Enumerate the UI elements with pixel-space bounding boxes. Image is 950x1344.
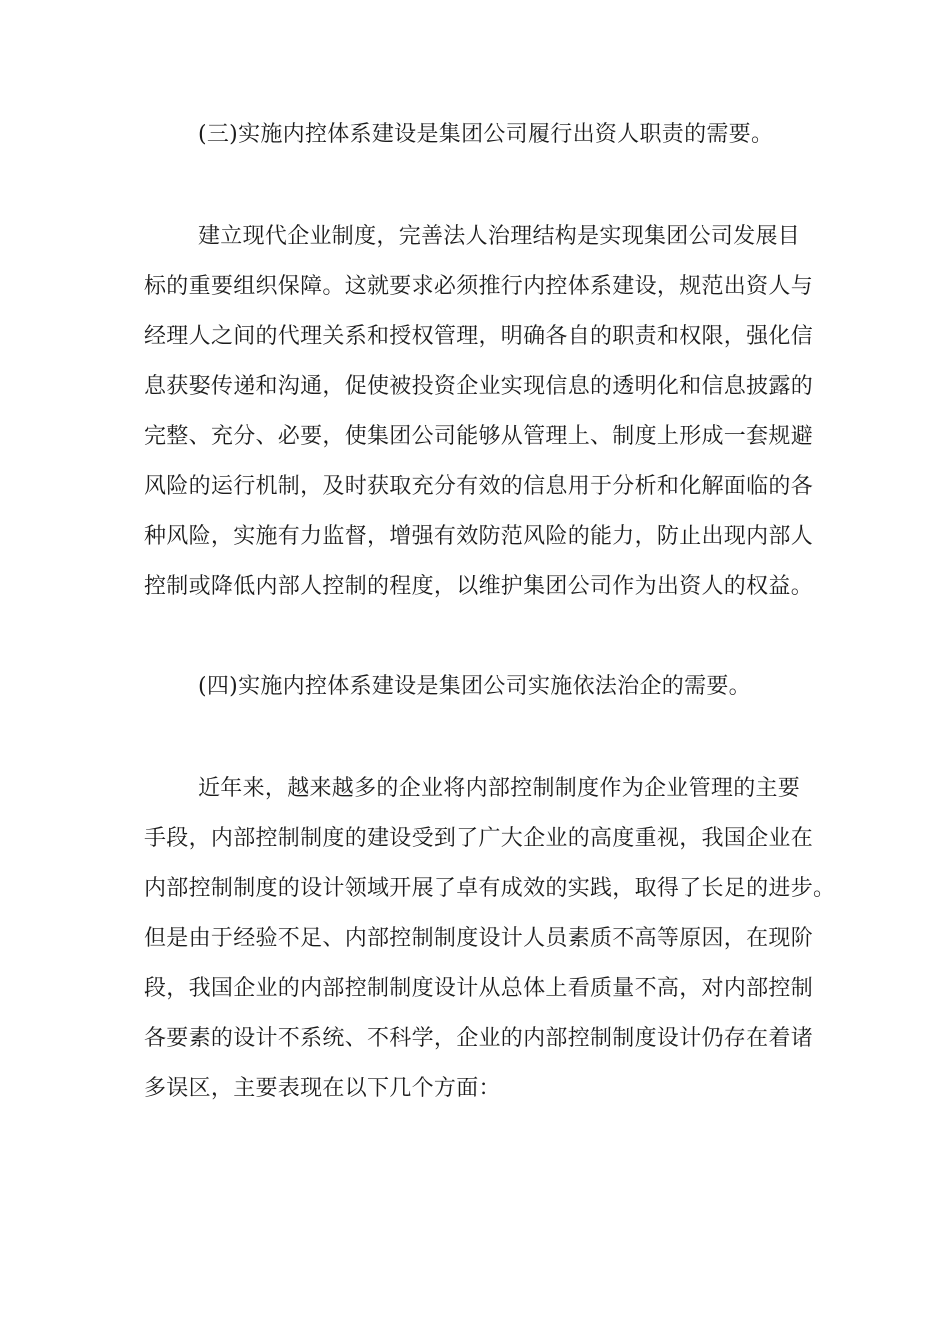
- section-3-paragraph-line-8: 控制或降低内部人控制的程度，以维护集团公司作为出资人的权益。: [144, 574, 814, 599]
- section-3-heading: (三)实施内控体系建设是集团公司履行出资人职责的需要。: [198, 122, 774, 147]
- section-4-paragraph-line-3: 内部控制制度的设计领域开展了卓有成效的实践，取得了长足的进步。: [144, 876, 836, 901]
- section-4-paragraph-line-1: 近年来，越来越多的企业将内部控制制度作为企业管理的主要: [198, 776, 801, 801]
- section-3-paragraph-line-3: 经理人之间的代理关系和授权管理，明确各自的职责和权限，强化信: [144, 324, 814, 349]
- section-3-paragraph-line-4: 息获娶传递和沟通，促使被投资企业实现信息的透明化和信息披露的: [144, 374, 814, 399]
- section-4-paragraph-line-2: 手段，内部控制制度的建设受到了广大企业的高度重视，我国企业在: [144, 826, 814, 851]
- section-3-paragraph-line-6: 风险的运行机制，及时获取充分有效的信息用于分析和化解面临的各: [144, 474, 814, 499]
- section-3-paragraph-line-5: 完整、充分、必要，使集团公司能够从管理上、制度上形成一套规避: [144, 424, 814, 449]
- section-3-paragraph-line-1: 建立现代企业制度，完善法人治理结构是实现集团公司发展目: [198, 224, 801, 249]
- section-4-paragraph-line-7: 多误区，主要表现在以下几个方面：: [144, 1076, 501, 1101]
- section-4-heading: (四)实施内控体系建设是集团公司实施依法治企的需要。: [198, 674, 751, 699]
- section-3-paragraph-line-2: 标的重要组织保障。这就要求必须推行内控体系建设，规范出资人与: [144, 274, 814, 299]
- section-4-paragraph-line-5: 段，我国企业的内部控制制度设计从总体上看质量不高，对内部控制: [144, 976, 814, 1001]
- section-4-paragraph-line-6: 各要素的设计不系统、不科学，企业的内部控制制度设计仍存在着诸: [144, 1026, 814, 1051]
- section-3-paragraph-line-7: 种风险，实施有力监督，增强有效防范风险的能力，防止出现内部人: [144, 524, 814, 549]
- section-4-paragraph-line-4: 但是由于经验不足、内部控制制度设计人员素质不高等原因，在现阶: [144, 926, 814, 951]
